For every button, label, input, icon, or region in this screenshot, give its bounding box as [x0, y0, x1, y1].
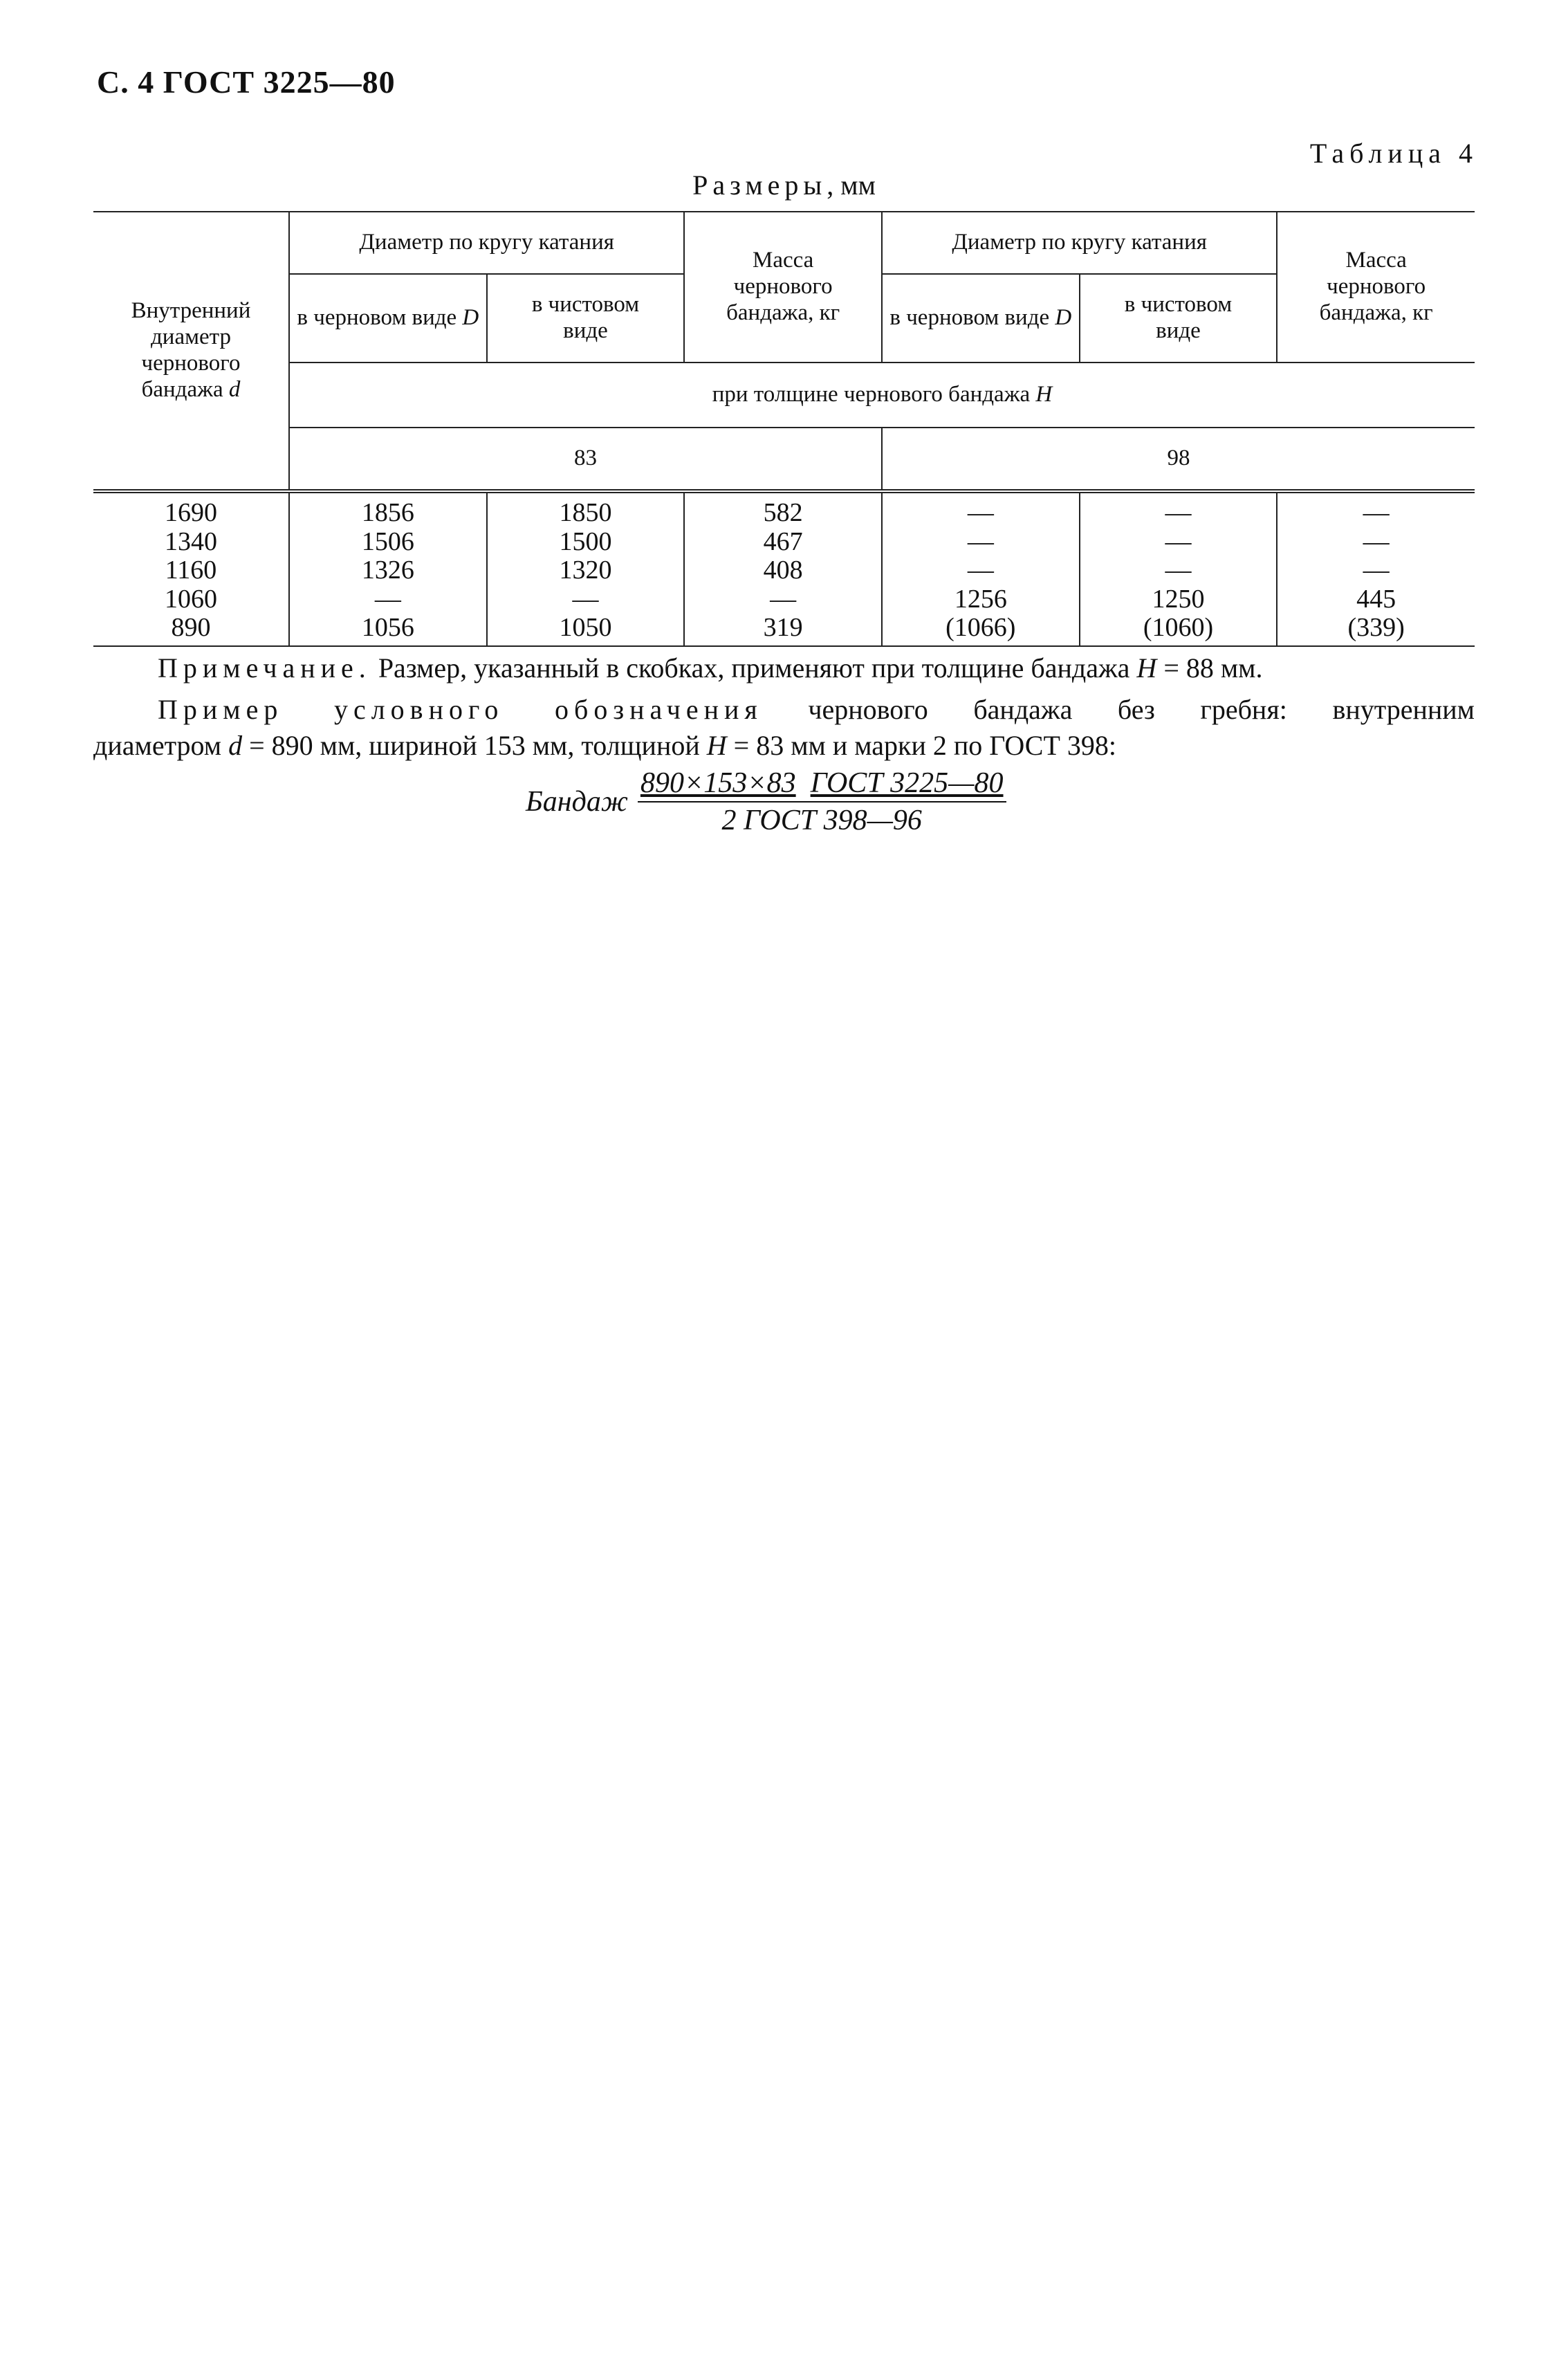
table-cell: — [684, 585, 882, 614]
table-row [93, 556, 1475, 585]
col-header-diameter-83: Диаметр по кругу катания [289, 212, 684, 274]
formula-fraction [638, 767, 1006, 837]
table-cell: — [487, 585, 685, 614]
table-cell: — [882, 528, 1080, 557]
table-row [93, 528, 1475, 557]
example-line-2: диаметром d = 890 мм, шириной 153 мм, толщиной H = 83 мм и марки 2 по ГОСТ 398: [93, 730, 1116, 761]
table-cell: — [1277, 528, 1475, 557]
col-header-rough-98: в черновом виде D [882, 274, 1080, 363]
formula-denominator: 2 ГОСТ 398—96 [721, 805, 922, 836]
table-cell: — [1277, 556, 1475, 585]
table-cell: — [1080, 528, 1278, 557]
note-word: Примечание. [158, 652, 371, 684]
table-cell: 1160 [165, 556, 217, 585]
example-word: Пример условного обозначения [158, 694, 763, 725]
data-table [93, 211, 1475, 647]
table-row [93, 614, 1475, 646]
table-cell: 445 [1277, 585, 1475, 614]
designation-example [93, 692, 1475, 764]
col-header-finish-83: в чистовом виде [487, 274, 685, 363]
table-cell: — [1080, 491, 1278, 528]
table-cell: 1856 [289, 491, 487, 528]
thickness-header: при толщине чернового бандажа H [289, 363, 1475, 428]
table-note: Примечание. Размер, указанный в скобках, применяют при толщине бандажа H = 88 мм. [158, 652, 1263, 684]
table-cell: 1320 [487, 556, 685, 585]
table-cell: (1066) [882, 614, 1080, 646]
table-units [0, 169, 1568, 201]
example-line-1: Пример условного обозначения чернового бандажа без гребня: внутренним [158, 694, 1475, 725]
thickness-value-83: 83 [289, 428, 882, 491]
table-cell: 1060 [165, 584, 217, 614]
table-cell: 582 [684, 491, 882, 528]
table-cell: 1340 [165, 526, 217, 556]
table-label: Таблица 4 [1309, 138, 1478, 169]
table-cell: — [1080, 556, 1278, 585]
table-cell: (1060) [1080, 614, 1278, 646]
table-row [93, 585, 1475, 614]
col-header-diameter-98: Диаметр по кругу катания [882, 212, 1277, 274]
thickness-value-98: 98 [882, 428, 1475, 491]
table-cell: 1050 [487, 614, 685, 646]
table-cell: — [882, 491, 1080, 528]
table-cell: 1250 [1080, 585, 1278, 614]
col-header-rough-83: в черновом виде D [289, 274, 487, 363]
table-cell: 1326 [289, 556, 487, 585]
col-header-mass-98: Масса чернового бандажа, кг [1277, 212, 1475, 363]
designation-formula [526, 767, 1006, 837]
col-header-finish-98: в чистовом виде [1080, 274, 1278, 363]
units-suffix: , мм [827, 169, 876, 201]
table-row [93, 491, 1475, 528]
table-cell: — [882, 556, 1080, 585]
table-cell: 467 [684, 528, 882, 557]
formula-prefix: Бандаж [526, 786, 628, 818]
page-header: С. 4 ГОСТ 3225—80 [97, 64, 396, 100]
table-cell: — [289, 585, 487, 614]
table-cell: (339) [1277, 614, 1475, 646]
table-cell: 1500 [487, 528, 685, 557]
units-word: Размеры [692, 169, 827, 201]
table-cell: — [1277, 491, 1475, 528]
col-header-inner-diameter: Внутренний диаметр чернового бандажа d [93, 212, 289, 491]
table-cell: 1056 [289, 614, 487, 646]
table-cell: 1506 [289, 528, 487, 557]
table-cell: 1256 [882, 585, 1080, 614]
table-cell: 408 [684, 556, 882, 585]
table-cell: 319 [684, 614, 882, 646]
formula-numerator: 890×153×83 ГОСТ 3225—80 [638, 767, 1006, 803]
col-header-mass-83: Масса чернового бандажа, кг [684, 212, 882, 363]
table-cell: 890 [93, 614, 289, 646]
table-cell: 1690 [165, 498, 217, 527]
table-cell: 1850 [487, 491, 685, 528]
